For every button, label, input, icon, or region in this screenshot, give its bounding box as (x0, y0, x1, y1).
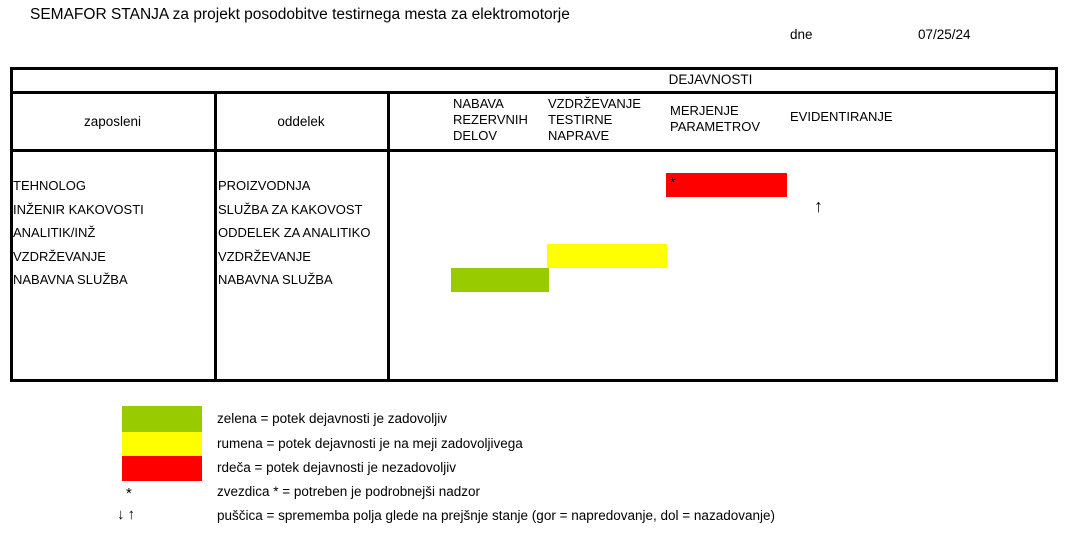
legend-label-red: rdeča = potek dejavnosti je nezadovoljiv (217, 460, 457, 475)
department-list (218, 174, 383, 292)
legend-swatch-red (122, 456, 202, 481)
status-bar-yellow-vzdrzevanje (547, 244, 667, 268)
asterisk-mark: * (670, 174, 676, 190)
department-row: NABAVNA SLUŽBA (218, 272, 333, 288)
status-bar-green-nabava (451, 268, 549, 292)
activity-column-header-merjenje: MERJENJE PARAMETROV (670, 103, 761, 134)
employee-list (13, 174, 208, 292)
legend-label-yellow: rumena = potek dejavnosti je na meji zadovoljivega (217, 436, 523, 451)
date-label: dne (790, 27, 813, 42)
column-header-zaposleni: zaposleni (83, 113, 142, 129)
department-row: ODDELEK ZA ANALITIKO (218, 225, 371, 241)
department-row: VZDRŽEVANJE (218, 248, 311, 264)
legend-swatch-green (122, 406, 202, 432)
employee-row: TEHNOLOG (13, 178, 86, 194)
employee-row: ANALITIK/INŽ (13, 225, 96, 241)
activity-column-header-vzdrzevanje: VZDRŽEVANJE TESTIRNE NAPRAVE (548, 96, 641, 143)
department-row: SLUŽBA ZA KAKOVOST (218, 201, 363, 217)
activity-column-header-evidentiranje: EVIDENTIRANJE (790, 109, 893, 124)
table-vertical-divider-department-activities (387, 94, 390, 379)
employee-row: NABAVNA SLUŽBA (13, 272, 128, 288)
date-value: 07/25/24 (918, 27, 971, 42)
column-header-oddelek: oddelek (277, 113, 325, 129)
legend-label-asterisk: zvezdica * = potreben je podrobnejši nadzor (217, 484, 481, 499)
department-row: PROIZVODNJA (218, 178, 311, 194)
employee-row: INŽENIR KAKOVOSTI (13, 201, 144, 217)
up-arrow-indicator: ↑ (814, 196, 823, 216)
employee-row: VZDRŽEVANJE (13, 248, 106, 264)
legend-arrows-icon: ↓↑ (117, 506, 138, 523)
status-bar-red-merjenje (666, 173, 787, 197)
legend-asterisk-icon: * (126, 485, 132, 502)
legend-label-arrow: puščica = sprememba polja glede na prejšnje stanje (gor = napredovanje, dol = nazadovanje) (217, 508, 775, 523)
activity-column-header-nabava: NABAVA REZERVNIH DELOV (453, 96, 528, 143)
page-title: SEMAFOR STANJA za projekt posodobitve testirnega mesta za elektromotorje (30, 6, 570, 23)
legend-label-green: zelena = potek dejavnosti je zadovoljiv (217, 411, 448, 426)
activities-section-header: DEJAVNOSTI (668, 72, 753, 87)
legend-swatch-yellow (122, 432, 202, 456)
table-horizontal-divider-header (10, 149, 1058, 152)
